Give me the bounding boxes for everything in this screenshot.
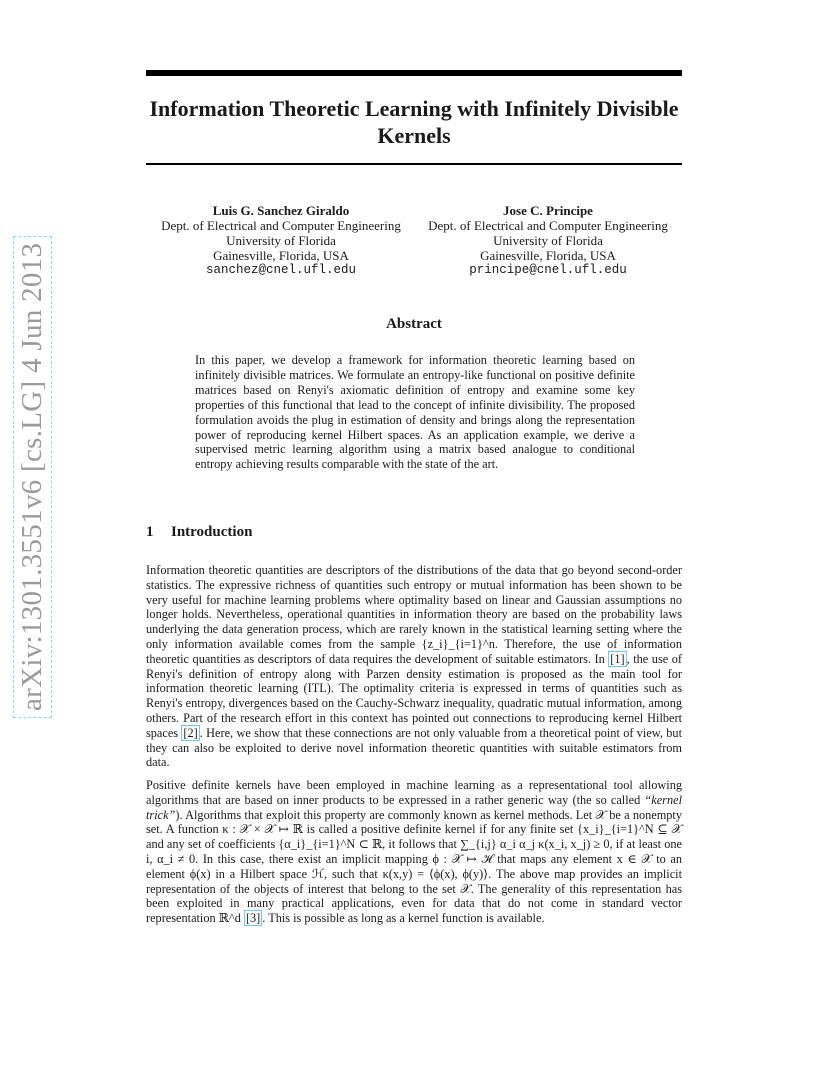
text-run: Positive definite kernels have been employed in machine learning as a representational tool allowing algorithms that are based on inner products to be expressed in a rather generic way (the so called (146, 778, 682, 807)
title-rule-top (146, 70, 682, 76)
author-block (146, 203, 416, 278)
text-run: , the use of Renyi's definition of entropy along with Parzen density estimation is proposed as the main tool for information theoretic learning (ITL). The optimality criteria is expressed in terms of quantities such as Renyi's entropy, divergences based on the Cauchy-Schwarz inequality, quadratic mutual information, among others. Part of the research effort in this context has pointed out connections to reproducing kernel Hilbert spaces (146, 651, 682, 740)
section-heading (146, 524, 252, 541)
author-dept: Dept. of Electrical and Computer Engineering (428, 218, 668, 233)
text-run: Information theoretic quantities are descriptors of the distributions of the data that go beyond second-order statistics. The expressive richness of quantities such entropy or mutual information has been shown to be very useful for machine learning problems where optimality based on linear and Gaussian assumptions no longer holds. Nevertheless, operational quantities in information theory are based on the probability laws underlying the data generation process, which are rarely known in the statistical learning setting where the only information available comes from the sample (146, 563, 682, 651)
math-sample: {z_i}_{i=1}^n (421, 636, 495, 651)
arxiv-identifier[interactable]: arXiv:1301.3551v6 [cs.LG] 4 Jun 2013 (13, 236, 52, 718)
citation-link[interactable]: [3] (245, 911, 261, 926)
author-dept: Dept. of Electrical and Computer Engineering (161, 218, 401, 233)
text-run: ). Algorithms that exploit this property are commonly known as kernel methods. Let 𝒳 be a nonempty set. A function κ : 𝒳 × 𝒳 ↦ ℝ is called a positive definite kernel if for any finite set {x_i}_{i=1}^N ⊆ 𝒳 and any set of coefficients {α_i}_{i=1}^N ⊂ ℝ, it follows that ∑_{i,j} α_i α_j κ(x_i, x_j) ≥ 0, if at least one i, α_i ≠ 0. In this case, there exist an implicit mapping ϕ : 𝒳 ↦ ℋ that maps any element x ∈ 𝒳 to an element ϕ(x) in a Hilbert space ℋ, such that κ(x,y) = ⟨ϕ(x), ϕ(y)⟩. The above map provides an implicit representation of the objects of interest that belong to the set 𝒳. The generality of this representation has been exploited in many practical applications, even for data that do not come in standard vector representation ℝ^d (146, 807, 682, 926)
abstract-heading: Abstract (386, 316, 442, 332)
abstract-text: In this paper, we develop a framework for information theoretic learning based on infinitely divisible matrices. We formulate an entropy-like functional on positive definite matrices based on Renyi's axiomatic definition of entropy and examine some key properties of this functional that lead to the concept of infinite divisibility. The proposed formulation avoids the plug in estimation of density and brings along the representation power of reproducing kernel Hilbert spaces. As an application example, we derive a supervised metric learning algorithm using a matrix based analogue to conditional entropy achieving results comparable with the state of the art. (195, 353, 635, 472)
author-name: Jose C. Principe (503, 203, 593, 218)
text-run: . Here, we show that these connections are not only valuable from a theoretical point of view, but they can also be exploited to derive novel information theoretic quantities with suitable estimators from data. (146, 725, 682, 770)
intro-paragraph (146, 563, 682, 770)
section-title: Introduction (171, 524, 253, 540)
author-email[interactable]: sanchez@cnel.ufl.edu (205, 263, 357, 277)
title-rule-bottom (146, 163, 682, 165)
emphasis-text: “kernel trick” (146, 792, 682, 822)
section-number: 1 (146, 524, 154, 540)
text-run: . Therefore, the use of information theoretic quantities as descriptors of data requires the development of suitable estimators. In (146, 636, 682, 666)
author-location: Gainesville, Florida, USA (480, 248, 616, 263)
author-univ: University of Florida (493, 233, 603, 248)
citation-link[interactable]: [2] (183, 725, 198, 740)
text-run: . This is possible as long as a kernel function is available. (262, 911, 545, 926)
author-block (413, 203, 683, 278)
author-name: Luis G. Sanchez Giraldo (212, 203, 350, 218)
intro-paragraph (146, 778, 682, 926)
citation-link[interactable]: [1] (610, 651, 625, 666)
author-location: Gainesville, Florida, USA (213, 248, 349, 263)
paper-title: Information Theoretic Learning with Infinitely Divisible Kernels (149, 96, 679, 148)
author-email[interactable]: principe@cnel.ufl.edu (469, 263, 627, 277)
author-univ: University of Florida (226, 233, 336, 248)
